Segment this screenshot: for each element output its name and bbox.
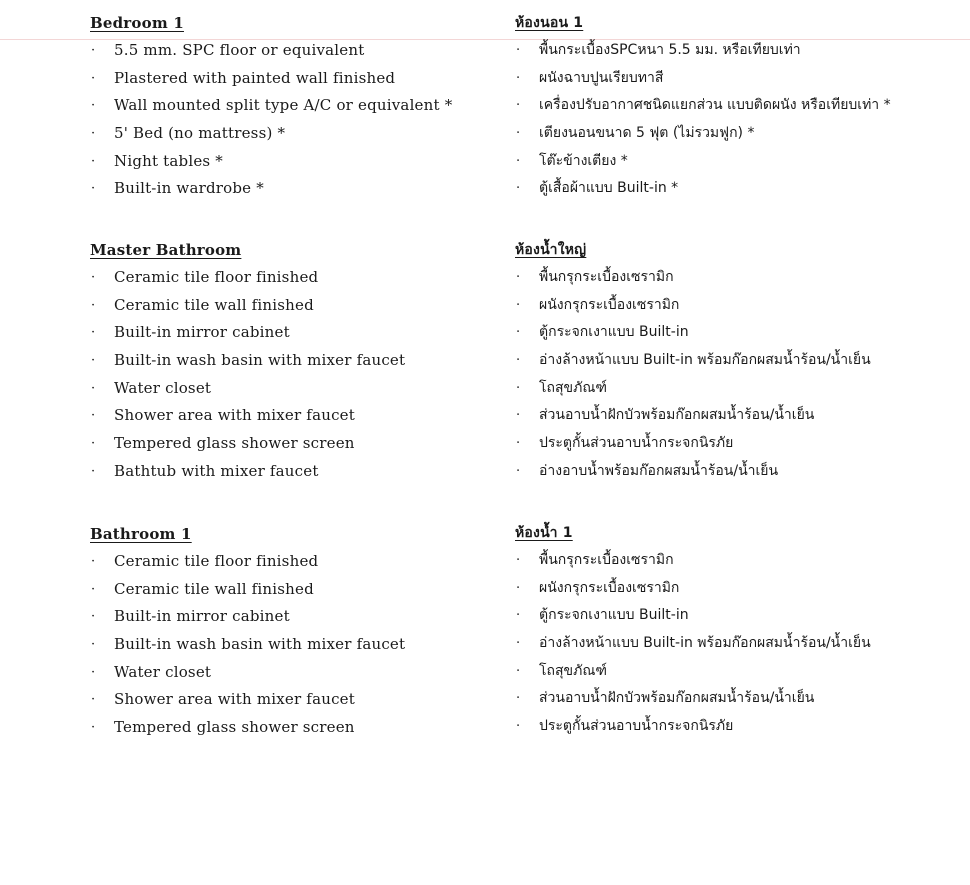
item-text: 5.5 mm. SPC floor or equivalent — [114, 41, 365, 59]
item-text: Plastered with painted wall finished — [114, 68, 396, 87]
item-text: ประตูกั้นส่วนอาบน้ำกระจกนิรภัย — [539, 435, 734, 452]
bullet-icon: · — [516, 436, 521, 452]
section-bathroom-1-en — [90, 521, 500, 742]
bullet-icon: · — [516, 98, 521, 114]
list-item — [515, 547, 960, 575]
list-item — [90, 576, 500, 604]
section-bedroom-1-th — [515, 10, 960, 203]
bullet-icon: · — [516, 553, 521, 568]
section-bathroom-1-th — [515, 520, 960, 741]
list-item — [90, 37, 500, 65]
item-text: อ่างอาบน้ำพร้อมก๊อกผสมน้ำร้อน/น้ำเย็น — [539, 462, 779, 479]
item-list — [90, 264, 500, 486]
list-item — [90, 430, 500, 458]
list-item — [90, 347, 500, 375]
bullet-icon: · — [516, 43, 521, 58]
item-text: Bathtub with mixer faucet — [114, 461, 319, 480]
list-item — [515, 375, 960, 403]
bullet-icon: · — [91, 181, 96, 197]
list-item — [90, 65, 500, 93]
bullet-icon: · — [516, 126, 521, 142]
bullet-icon: · — [91, 720, 96, 736]
section-heading: Bedroom 1 — [90, 14, 184, 32]
bullet-icon: · — [91, 325, 96, 341]
item-text: เตียงนอนขนาด 5 ฟุต (ไม่รวมฟูก) * — [539, 125, 755, 142]
list-item — [90, 92, 500, 120]
list-item — [90, 714, 500, 742]
item-text: พื้นกรุกระเบื้องเซรามิก — [539, 269, 674, 285]
item-text: Ceramic tile floor finished — [114, 552, 319, 570]
list-item — [90, 264, 500, 292]
bullet-icon: · — [91, 408, 96, 424]
list-item — [90, 175, 500, 203]
item-list — [515, 37, 960, 203]
item-text: ตู้กระจกเงาแบบ Built-in — [539, 324, 689, 341]
item-list — [515, 547, 960, 741]
section-heading: Master Bathroom — [90, 241, 242, 259]
item-text: ผนังกรุกระเบื้องเซรามิก — [539, 579, 680, 596]
list-item — [515, 120, 960, 148]
list-item — [515, 402, 960, 430]
item-text: Night tables * — [114, 151, 223, 170]
section-heading: ห้องน้ำ 1 — [515, 525, 573, 541]
item-text: เครื่องปรับอากาศชนิดแยกส่วน แบบติดผนัง หรือเทียบเท่า * — [539, 97, 891, 114]
item-text: Built-in wash basin with mixer faucet — [114, 351, 406, 370]
item-text: Built-in wardrobe * — [114, 179, 264, 198]
item-text: Water closet — [114, 378, 212, 397]
item-text: อ่างล้างหน้าแบบ Built-in พร้อมก๊อกผสมน้ำร้อน/น้ำเย็น — [539, 352, 871, 369]
item-text: พื้นกรุกระเบื้องเซรามิก — [539, 552, 674, 568]
list-item — [90, 402, 500, 430]
item-text: ผนังฉาบปูนเรียบทาสี — [539, 69, 664, 86]
bullet-icon: · — [91, 463, 96, 479]
item-list — [90, 37, 500, 203]
section-master-bathroom-en — [90, 237, 500, 486]
list-item — [515, 92, 960, 120]
item-text: พื้นกระเบื้องSPCหนา 5.5 มม. หรือเทียบเท่า — [539, 42, 801, 58]
item-list — [90, 548, 500, 742]
bullet-icon: · — [516, 691, 521, 707]
bullet-icon: · — [516, 636, 521, 652]
bullet-icon: · — [516, 270, 521, 285]
list-item — [90, 548, 500, 576]
list-item — [90, 458, 500, 486]
bullet-icon: · — [516, 380, 521, 396]
bullet-icon: · — [91, 664, 96, 680]
list-item — [515, 602, 960, 630]
item-text: Tempered glass shower screen — [114, 718, 355, 737]
list-item — [515, 630, 960, 658]
list-item — [90, 631, 500, 659]
bullet-icon: · — [91, 692, 96, 708]
section-heading: ห้องน้ำใหญ่ — [515, 242, 587, 258]
bullet-icon: · — [516, 353, 521, 369]
bullet-icon: · — [91, 581, 96, 597]
bullet-icon: · — [91, 554, 96, 569]
list-item — [90, 603, 500, 631]
list-item — [90, 375, 500, 403]
item-text: ส่วนอาบน้ำฝักบัวพร้อมก๊อกผสมน้ำร้อน/น้ำเย็น — [539, 690, 815, 707]
bullet-icon: · — [91, 270, 96, 285]
item-text: Ceramic tile wall finished — [114, 295, 314, 314]
list-item — [515, 148, 960, 176]
list-item — [515, 685, 960, 713]
list-item — [90, 686, 500, 714]
item-text: ประตูกั้นส่วนอาบน้ำกระจกนิรภัย — [539, 718, 734, 735]
bullet-icon: · — [516, 663, 521, 679]
bullet-icon: · — [516, 408, 521, 424]
bullet-icon: · — [516, 325, 521, 341]
item-text: ตู้กระจกเงาแบบ Built-in — [539, 607, 689, 624]
list-item — [515, 319, 960, 347]
list-item — [515, 175, 960, 203]
bullet-icon: · — [91, 353, 96, 369]
list-item — [515, 430, 960, 458]
section-heading: Bathroom 1 — [90, 525, 192, 543]
bullet-icon: · — [91, 380, 96, 396]
item-text: โถสุขภัณฑ์ — [539, 379, 607, 396]
list-item — [90, 659, 500, 687]
bullet-icon: · — [91, 609, 96, 625]
list-item — [515, 292, 960, 320]
item-text: ตู้เสื้อผ้าแบบ Built-in * — [539, 180, 679, 197]
bullet-icon: · — [516, 297, 521, 313]
item-text: อ่างล้างหน้าแบบ Built-in พร้อมก๊อกผสมน้ำร้อน/น้ำเย็น — [539, 635, 871, 652]
item-text: Ceramic tile floor finished — [114, 268, 319, 286]
bullet-icon: · — [91, 153, 96, 169]
bullet-icon: · — [91, 436, 96, 452]
bullet-icon: · — [516, 153, 521, 169]
list-item — [515, 264, 960, 292]
list-item — [90, 148, 500, 176]
list-item — [515, 37, 960, 65]
section-master-bathroom-th — [515, 237, 960, 486]
bullet-icon: · — [91, 43, 96, 58]
list-item — [515, 347, 960, 375]
bullet-icon: · — [516, 719, 521, 735]
bullet-icon: · — [516, 608, 521, 624]
section-bedroom-1-en — [90, 10, 500, 203]
list-item — [90, 292, 500, 320]
list-item — [515, 713, 960, 741]
item-text: โถสุขภัณฑ์ — [539, 662, 607, 679]
bullet-icon: · — [91, 98, 96, 114]
list-item — [515, 458, 960, 486]
list-item — [90, 120, 500, 148]
item-text: Built-in wash basin with mixer faucet — [114, 635, 406, 654]
item-text: Tempered glass shower screen — [114, 434, 355, 453]
bullet-icon: · — [516, 463, 521, 479]
item-text: โต๊ะข้างเตียง * — [539, 152, 628, 169]
item-text: ผนังกรุกระเบื้องเซรามิก — [539, 296, 680, 313]
bullet-icon: · — [516, 70, 521, 86]
bullet-icon: · — [91, 637, 96, 653]
bullet-icon: · — [516, 181, 521, 197]
item-text: Wall mounted split type A/C or equivalent * — [114, 96, 453, 115]
item-text: 5' Bed (no mattress) * — [114, 124, 286, 143]
bullet-icon: · — [516, 580, 521, 596]
list-item — [90, 319, 500, 347]
bullet-icon: · — [91, 126, 96, 142]
item-text: Shower area with mixer faucet — [114, 406, 355, 425]
list-item — [515, 658, 960, 686]
item-text: Built-in mirror cabinet — [114, 607, 290, 626]
item-text: Ceramic tile wall finished — [114, 579, 314, 598]
section-heading: ห้องนอน 1 — [515, 15, 584, 31]
item-text: ส่วนอาบน้ำฝักบัวพร้อมก๊อกผสมน้ำร้อน/น้ำเย็น — [539, 407, 815, 424]
item-text: Built-in mirror cabinet — [114, 323, 290, 342]
bullet-icon: · — [91, 297, 96, 313]
item-list — [515, 264, 960, 486]
list-item — [515, 575, 960, 603]
item-text: Shower area with mixer faucet — [114, 690, 355, 709]
bullet-icon: · — [91, 70, 96, 86]
list-item — [515, 65, 960, 93]
item-text: Water closet — [114, 662, 212, 681]
